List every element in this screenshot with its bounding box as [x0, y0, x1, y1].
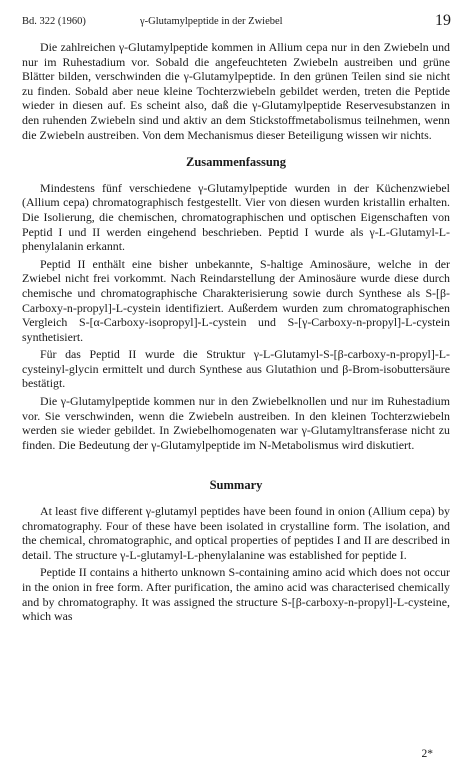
running-title: γ-Glutamylpeptide in der Zwiebel [140, 16, 283, 27]
article-body [22, 40, 450, 624]
section-heading-summary: Summary [209, 478, 263, 493]
signature-mark: 2* [421, 748, 433, 760]
paragraph: Peptide II contains a hitherto unknown S-containing amino acid which does not occur in the onion in free form. After purification, the amino acid was characterised chemically and by chromatography. It was assigned the structure S-[β-carboxy-n-propyl]-L-cysteine, which was [22, 565, 450, 624]
section-heading-zusammenfassung: Zusammenfassung [185, 155, 287, 170]
page-header [22, 12, 451, 32]
paragraph: Für das Peptid II wurde die Struktur γ-L-Glutamyl-S-[β-carboxy-n-propyl]-L-cysteinyl-glycin ermittelt und durch Synthese aus Glutathion und β-Brom-isobuttersäure bestätigt. [22, 347, 450, 391]
paragraph: Peptid II enthält eine bisher unbekannte, S-haltige Aminosäure, welche in der Zwiebel nicht frei vorkommt. Nach Reindarstellung der Aminosäure wurde diese durch chemische und chromatographische Charakterisierung sowie durch Synthese als S-[β-Carboxy-n-propyl]-L-cystein identifiziert. Außerdem wurden zum chromatographischen Vergleich S-[α-Carboxy-isopropyl]-L-cystein und S-[γ-Carboxy-n-propyl]-L-cystein synthetisiert. [22, 256, 450, 344]
paragraph: Mindestens fünf verschiedene γ-Glutamylpeptide wurden in der Küchenzwiebel (Allium cepa) chromatographisch festgestellt. Vier von diesen wurden kristallin erhalten. Die Isolierung, die chemischen, chromatographischen und optischen Eigenschaften von Peptid I und II werden eingehend beschrieben. Peptid I wurde als γ-L-Glutamyl-L-phenylalanin erkannt. [22, 180, 450, 254]
paragraph: Die zahlreichen γ-Glutamylpeptide kommen in Allium cepa nur in den Zwiebeln und nur im Ruhestadium vor. Sobald die angefeuchteten Zwiebeln austreiben und grüne Blätter bilden, verschwinden die γ-Glutamylpeptide. In den grünen Teilen sind sie nicht zu finden. Sobald aber neue kleine Tochterzwiebeln gebildet werden, treten die Peptide wieder in diesen auf. Es scheint also, daß die γ-Glutamylpeptide Reservesubstanzen in den ruhenden Zwiebeln sind und aktiv an dem Stickstoffmetabolismus teilnehmen, wenn die Zwiebeln austreiben. Von dem Mechanismus dieser Beteiligung wissen wir nichts. [22, 40, 450, 142]
paragraph: Die γ-Glutamylpeptide kommen nur in den Zwiebelknollen und nur im Ruhestadium vor. Sie verschwinden, wenn die Zwiebeln austreiben. In den kleinen Tochterzwiebeln werden sie wieder gebildet. In Zwiebelhomogenaten war γ-Glutamyltransferase nicht zu finden. Die Bedeutung der γ-Glutamylpeptide im N-Metabolismus wird diskutiert. [22, 394, 450, 452]
volume-label: Bd. 322 (1960) [22, 16, 86, 27]
paragraph: At least five different γ-glutamyl peptides have been found in onion (Allium cepa) by chromatography. Four of these have been isolated in crystalline form. The isolation, and the chemical, chromatographic, and optical properties of peptides I and II are described in detail. The structure γ-L-glutamyl-L-phenylalanine was established for peptide I. [22, 504, 450, 562]
page-number: 19 [435, 12, 451, 29]
